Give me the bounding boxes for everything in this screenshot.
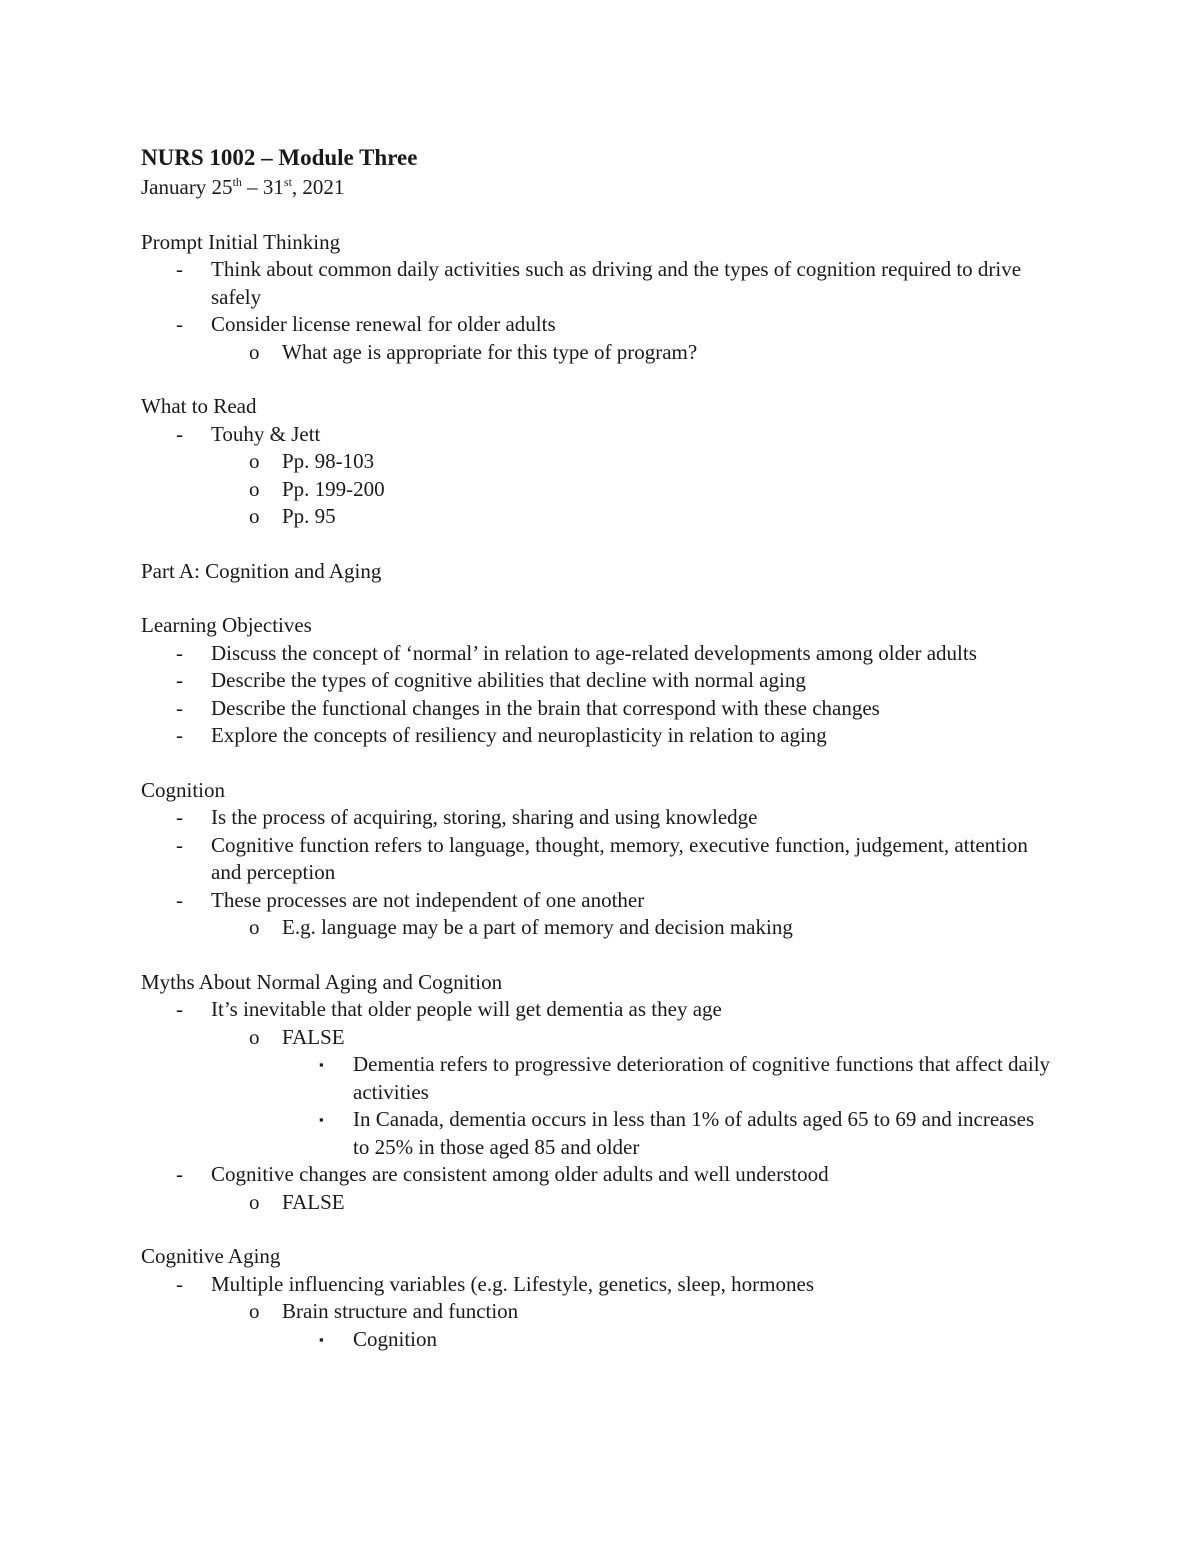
list-item [141, 667, 1051, 695]
list-item-text: E.g. language may be a part of memory and decision making [282, 915, 793, 939]
square-bullet: ▪ [319, 1112, 324, 1127]
section-cognitive-aging [141, 1243, 1051, 1353]
list-item-text: What age is appropriate for this type of program? [282, 339, 698, 364]
dash-bullet: - [176, 257, 183, 281]
list-item-text: Cognitive function refers to language, thought, memory, executive function, judgement, attention and perception [211, 832, 1028, 884]
list-item-text: Pp. 199-200 [282, 476, 385, 501]
list-item-text: In Canada, dementia occurs in less than 1% of adults aged 65 to 69 and increases to 25% in those aged 85 and older [353, 1107, 1035, 1159]
section-what-to-read [141, 393, 1051, 531]
section-heading: Part A: Cognition and Aging [141, 558, 382, 583]
list-item [141, 1161, 1051, 1189]
list-item [141, 804, 1051, 832]
square-bullet: ▪ [319, 1057, 324, 1072]
list-item [141, 1298, 1051, 1326]
dash-bullet: - [176, 887, 183, 912]
list-item [141, 311, 1051, 339]
date-end-suffix: st [283, 175, 292, 189]
list-item [141, 1189, 1051, 1217]
section-heading: Prompt Initial Thinking [141, 229, 341, 254]
circle-bullet: o [249, 504, 260, 528]
list-item [141, 1326, 1051, 1354]
section-heading: Cognitive Aging [141, 1244, 281, 1268]
section-heading: Cognition [141, 777, 226, 802]
dash-bullet: - [176, 1162, 183, 1186]
list-item-text: Multiple influencing variables (e.g. Lifestyle, genetics, sleep, hormones [211, 1271, 814, 1296]
date-start: January 25 [141, 175, 233, 199]
circle-bullet: o [249, 1189, 260, 1214]
document-page [141, 142, 1051, 1353]
list-item-text: Dementia refers to progressive deterioration of cognitive functions that affect daily activities [353, 1052, 1051, 1104]
list-item [141, 695, 1051, 723]
list-item-text: Describe the functional changes in the brain that correspond with these changes [211, 695, 880, 720]
list-item-text: Pp. 95 [282, 504, 336, 528]
list-item [141, 476, 1051, 504]
list-item-text: Discuss the concept of ‘normal’ in relation to age-related developments among older adults [211, 640, 977, 665]
date-range [141, 174, 1051, 202]
list-item [141, 832, 1051, 887]
circle-bullet: o [249, 915, 260, 939]
list-item-text: Think about common daily activities such as driving and the types of cognition required to drive safely [211, 257, 1022, 309]
dash-bullet: - [176, 723, 183, 747]
date-year: , 2021 [291, 175, 345, 199]
dash-bullet: - [176, 695, 183, 720]
list-item [141, 640, 1051, 668]
list-item-text: Pp. 98-103 [282, 449, 375, 473]
date-start-suffix: th [232, 175, 242, 189]
circle-bullet: o [249, 1299, 260, 1323]
section-heading: What to Read [141, 394, 257, 418]
section-heading: Learning Objectives [141, 613, 312, 637]
list-item [141, 722, 1051, 750]
list-item-text: It’s inevitable that older people will get dementia as they age [211, 997, 722, 1021]
dash-bullet: - [176, 805, 183, 829]
list-item-text: Consider license renewal for older adults [211, 312, 556, 336]
list-item-text: FALSE [282, 1024, 345, 1049]
section-heading: Myths About Normal Aging and Cognition [141, 969, 503, 994]
list-item [141, 448, 1051, 476]
circle-bullet: o [249, 1024, 260, 1049]
list-item [141, 339, 1051, 367]
dash-bullet: - [176, 1271, 183, 1296]
list-item [141, 1024, 1051, 1052]
list-item [141, 256, 1051, 311]
list-item-text: These processes are not independent of one another [211, 887, 645, 912]
section-cognition [141, 777, 1051, 942]
circle-bullet: o [249, 476, 260, 501]
section-learning-objectives [141, 612, 1051, 750]
square-bullet: ▪ [319, 1331, 324, 1347]
list-item-text: Explore the concepts of resiliency and neuroplasticity in relation to aging [211, 723, 827, 747]
dash-bullet: - [176, 640, 183, 665]
circle-bullet: o [249, 449, 260, 473]
dash-bullet: - [176, 832, 183, 857]
list-item [141, 1106, 1051, 1161]
list-item-text: Cognition [353, 1326, 438, 1351]
section-prompt-initial-thinking [141, 229, 1051, 367]
list-item-text: Is the process of acquiring, storing, sharing and using knowledge [211, 805, 758, 829]
dash-bullet: - [176, 997, 183, 1021]
list-item [141, 1271, 1051, 1299]
dash-bullet: - [176, 312, 183, 336]
list-item [141, 1051, 1051, 1106]
section-myths [141, 969, 1051, 1217]
list-item-text: Brain structure and function [282, 1299, 519, 1323]
list-item-text: Cognitive changes are consistent among older adults and well understood [211, 1162, 829, 1186]
circle-bullet: o [249, 339, 260, 364]
list-item [141, 503, 1051, 531]
dash-bullet: - [176, 668, 183, 692]
list-item [141, 996, 1051, 1024]
list-item [141, 887, 1051, 915]
list-item [141, 421, 1051, 449]
section-part-a [141, 558, 1051, 586]
dash-bullet: - [176, 421, 183, 446]
date-separator: – 31 [241, 175, 284, 199]
list-item-text: Describe the types of cognitive abilities that decline with normal aging [211, 668, 806, 692]
list-item-text: Touhy & Jett [211, 421, 321, 446]
document-title: NURS 1002 – Module Three [141, 145, 418, 170]
list-item [141, 914, 1051, 942]
list-item-text: FALSE [282, 1189, 345, 1214]
